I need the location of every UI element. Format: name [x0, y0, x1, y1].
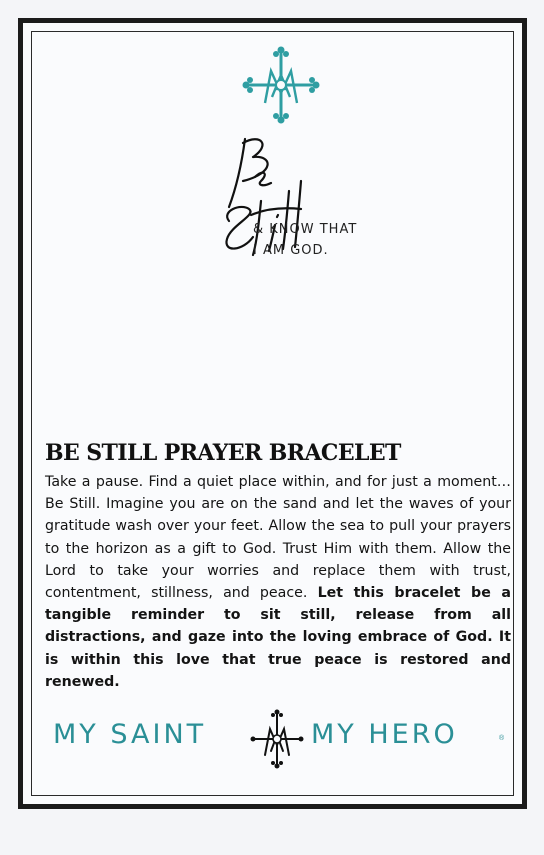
cross-monogram-icon [249, 709, 305, 769]
paragraph-regular: Take a pause. Find a quiet place within, and for just a moment… Be Still. Imagine you are on the sand and let the waves of your gratitude wash over your feet. Allow the sea to pull your prayers to the horizon as a gift to God. Trust Him with them. Allow the Lord to take your worries and replace them with trust, contentment, stillness, and peace. [45, 474, 511, 602]
teal-cross-monogram-icon [241, 45, 321, 125]
brand-text-right: MY HERO [311, 719, 458, 750]
card-panel [23, 23, 522, 804]
description-paragraph [45, 471, 511, 693]
registered-mark: ® [499, 735, 505, 742]
prayer-card [18, 18, 527, 809]
brand-logo [53, 715, 509, 763]
tagline-line-1: & KNOW THAT [253, 222, 358, 237]
page-title: BE STILL PRAYER BRACELET [45, 440, 401, 466]
brand-text-left: MY SAINT [53, 719, 207, 750]
tagline-line-2: I AM GOD. [253, 243, 329, 258]
tagline [253, 219, 357, 261]
paragraph-bold: Let this bracelet be a tangible reminder to sit still, release from all distractions, and gaze into the loving embrace of God. It is within this love that true peace is restored and renewed. [45, 585, 511, 690]
